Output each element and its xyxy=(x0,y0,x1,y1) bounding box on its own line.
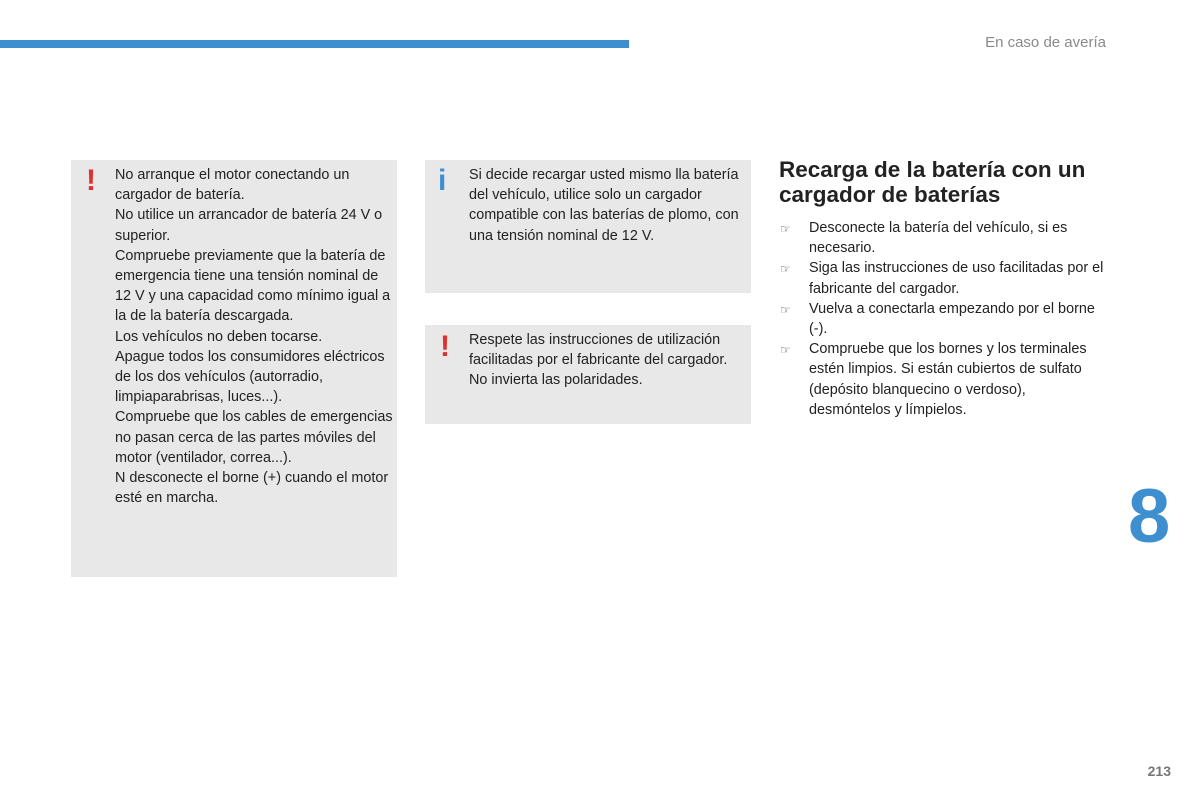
chapter-title: En caso de avería xyxy=(985,34,1106,51)
warning-paragraph: Apague todos los consumidores eléctricos de los dos vehículos (autorradio, limpiaparabrisas, luces...). xyxy=(115,348,385,406)
warning-paragraph: No arranque el motor conectando un cargador de batería. xyxy=(115,167,350,204)
header-accent-bar xyxy=(0,40,629,48)
exclamation-warning-icon: ! xyxy=(86,164,96,197)
info-box-compatible-charger xyxy=(425,160,751,293)
warning-box-text xyxy=(469,330,747,391)
pointing-hand-icon: ☞ xyxy=(780,222,791,236)
info-icon: i xyxy=(438,164,447,197)
instruction-step xyxy=(779,258,1109,298)
instruction-steps-list xyxy=(779,218,1109,420)
info-box-text xyxy=(469,165,741,246)
step-text: Desconecte la batería del vehículo, si es necesario. xyxy=(809,220,1068,257)
step-text: Siga las instrucciones de uso facilitadas por el fabricante del cargador. xyxy=(809,260,1104,297)
warning-paragraph: Respete las instrucciones de utilización facilitadas por el fabricante del cargador. xyxy=(469,332,728,369)
info-paragraph: Si decide recargar usted mismo lla batería del vehículo, utilice solo un cargador compatible con las baterías de plomo, con una tensión nominal de 12 V. xyxy=(469,167,739,244)
warning-box-charger xyxy=(71,160,397,577)
warning-box-text xyxy=(115,165,393,508)
section-heading: Recarga de la batería con un cargador de baterías xyxy=(779,157,1086,207)
warning-box-polarity xyxy=(425,325,751,424)
instruction-step xyxy=(779,299,1109,339)
step-text: Vuelva a conectarla empezando por el borne (-). xyxy=(809,300,1095,338)
pointing-hand-icon: ☞ xyxy=(780,262,791,277)
warning-paragraph: No utilice un arrancador de batería 24 V o superior. xyxy=(115,207,383,244)
chapter-number-tab: 8 xyxy=(1128,474,1171,559)
pointing-hand-icon: ☞ xyxy=(780,343,791,358)
warning-paragraph: Compruebe previamente que la batería de emergencia tiene una tensión nominal de 12 V y una capacidad como mínimo igual a la de la batería descargada. xyxy=(115,247,391,325)
warning-paragraph: Compruebe que los cables de emergencias no pasan cerca de las partes móviles del motor (ventilador, correa...). xyxy=(115,409,393,466)
pointing-hand-icon: ☞ xyxy=(780,302,791,317)
warning-paragraph: No invierta las polaridades. xyxy=(469,372,643,389)
instruction-step xyxy=(779,339,1109,420)
page-number: 213 xyxy=(1147,763,1171,779)
instruction-step xyxy=(779,218,1109,258)
step-text: Compruebe que los bornes y los terminales estén limpios. Si están cubiertos de sulfato (depósito blanquecino o verdoso), desmóntelos y límpielos. xyxy=(809,341,1087,418)
warning-paragraph: Los vehículos no deben tocarse. xyxy=(115,328,323,345)
exclamation-warning-icon: ! xyxy=(440,330,450,363)
warning-paragraph: N desconecte el borne (+) cuando el motor esté en marcha. xyxy=(115,470,389,507)
